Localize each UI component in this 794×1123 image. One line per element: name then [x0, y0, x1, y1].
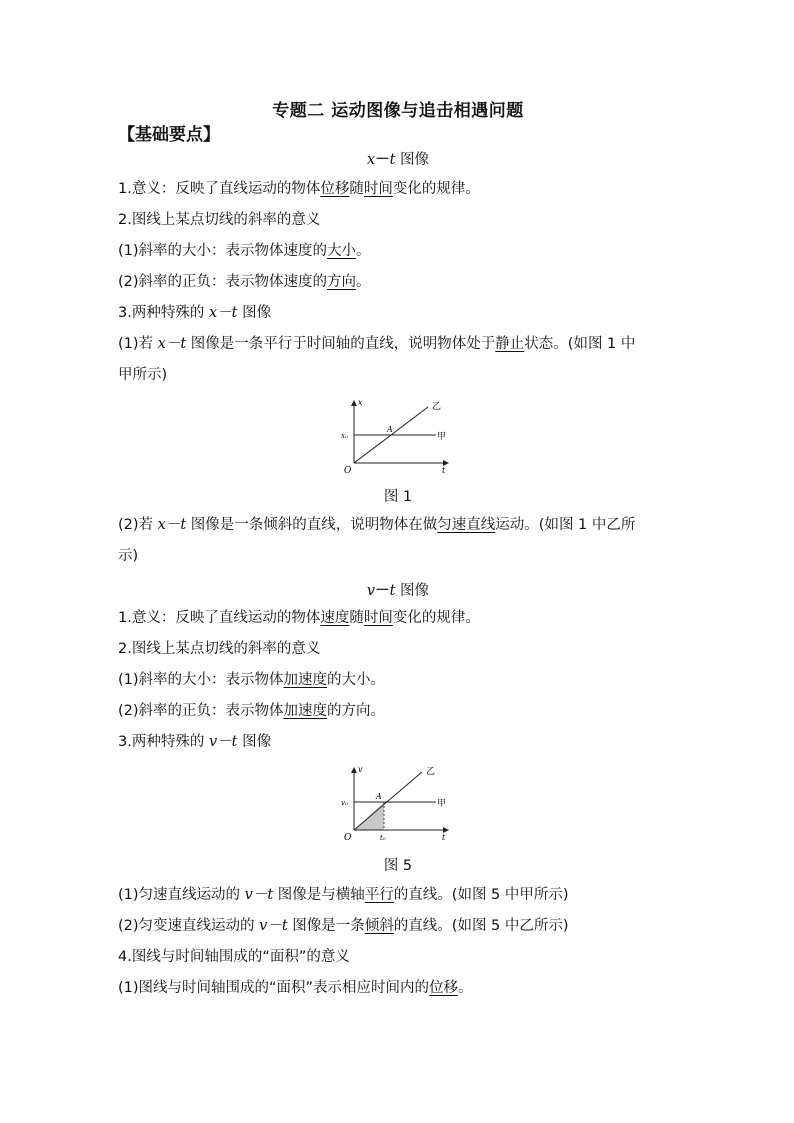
- axis-label-x: x: [358, 398, 363, 407]
- vt-area-1: (1)图线与时间轴围成的“面积”表示相应时间内的位移。: [118, 980, 473, 996]
- line-yi: [354, 772, 422, 830]
- axis-label-v: v: [358, 765, 363, 774]
- x0-label: x₀: [341, 432, 348, 440]
- point-a-label: A: [387, 425, 393, 434]
- figure-1-xt-graph: [338, 397, 458, 475]
- vt-heading: v－t 图像: [366, 583, 430, 599]
- vt-area-heading: 4.图线与时间轴围成的“面积”的意义: [118, 949, 350, 965]
- vt-special-1: (1)匀速直线运动的 v－t 图像是与横轴平行的直线。(如图 5 中甲所示): [118, 887, 569, 903]
- axis-label-t: t: [442, 466, 446, 475]
- xt-special-heading: 3.两种特殊的 x－t 图像: [118, 305, 272, 321]
- xt-slope-magnitude: (1)斜率的大小：表示物体速度的大小。: [118, 243, 371, 259]
- line-yi-label: 乙: [426, 767, 436, 777]
- point-a-label: A: [376, 792, 382, 801]
- section-heading: 【基础要点】: [118, 125, 220, 145]
- axis-label-t: t: [442, 833, 446, 842]
- xt-slope-heading: 2.图线上某点切线的斜率的意义: [118, 212, 321, 228]
- figure-5-vt-graph: [338, 764, 458, 842]
- vt-slope-magnitude: (1)斜率的大小：表示物体加速度的大小。: [118, 672, 386, 688]
- xt-heading: x－t 图像: [366, 152, 430, 168]
- t0-label: t₀: [380, 834, 386, 842]
- xt-slope-sign: (2)斜率的正负：表示物体速度的方向。: [118, 274, 371, 290]
- v0-label: v₀: [341, 799, 348, 807]
- xt-meaning: 1.意义：反映了直线运动的物体位移随时间变化的规律。: [118, 181, 480, 197]
- origin-label: O: [344, 466, 352, 475]
- figure-1-caption: 图 1: [383, 489, 413, 505]
- vt-meaning: 1.意义：反映了直线运动的物体速度随时间变化的规律。: [118, 610, 480, 626]
- vt-special-2: (2)匀变速直线运动的 v－t 图像是一条倾斜的直线。(如图 5 中乙所示): [118, 918, 569, 934]
- line-jia-label: 甲: [437, 432, 447, 442]
- xt-special-2-cont: 示): [118, 548, 139, 564]
- line-jia-label: 甲: [437, 799, 447, 809]
- xt-special-2: (2)若 x－t 图像是一条倾斜的直线，说明物体在做匀速直线运动。(如图 1 中乙所: [118, 517, 636, 533]
- line-yi-label: 乙: [432, 402, 442, 412]
- vt-slope-heading: 2.图线上某点切线的斜率的意义: [118, 641, 321, 657]
- origin-label: O: [344, 833, 352, 842]
- figure-5-caption: 图 5: [383, 858, 413, 874]
- xt-special-1: (1)若 x－t 图像是一条平行于时间轴的直线，说明物体处于静止状态。(如图 1 中: [118, 336, 636, 352]
- page-title: 专题二 运动图像与追击相遇问题: [272, 101, 524, 121]
- vt-slope-sign: (2)斜率的正负：表示物体加速度的方向。: [118, 703, 386, 719]
- vt-special-heading: 3.两种特殊的 v－t 图像: [118, 734, 272, 750]
- xt-special-1-cont: 甲所示): [118, 367, 168, 383]
